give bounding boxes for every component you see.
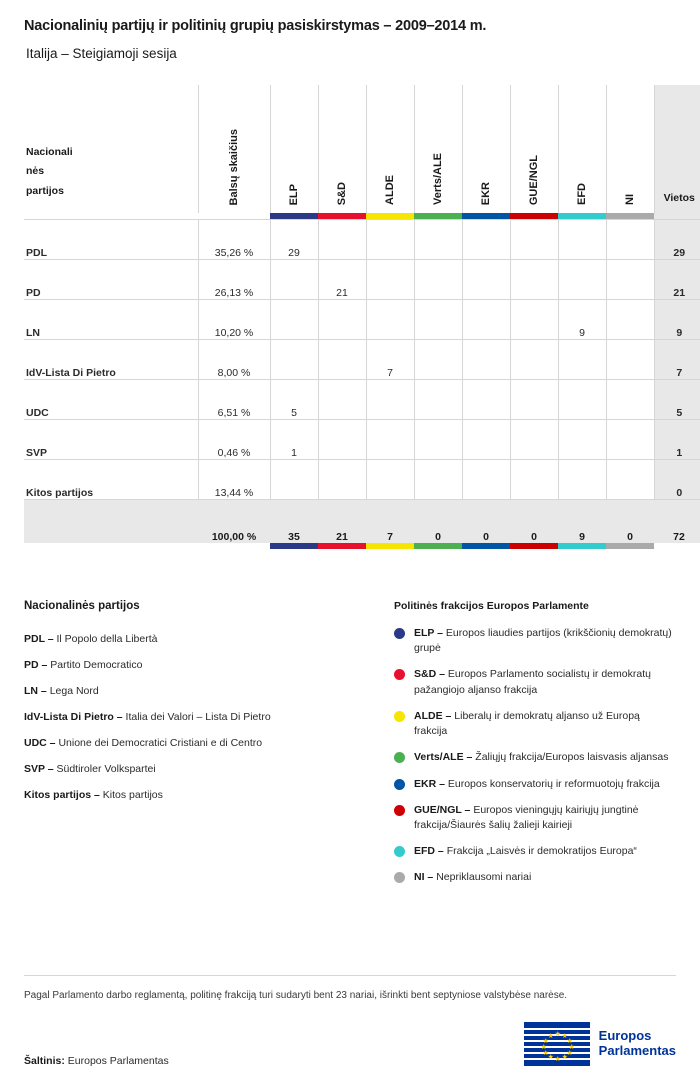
- colorbar-bottom-guengl: [510, 543, 558, 549]
- group-color-dot-icon: [394, 779, 405, 790]
- legend-name: Unione dei Democratici Cristiani e di Centro: [58, 737, 263, 750]
- col-header-group-guengl: GUE/NGL: [510, 85, 558, 213]
- total-vertsale: 0: [414, 499, 462, 543]
- total-alde: 7: [366, 499, 414, 543]
- list-item: [24, 704, 394, 730]
- legend-abbr: Kitos partijos –: [24, 789, 100, 802]
- row-cell-efd: [558, 339, 606, 379]
- total-label: [24, 499, 198, 543]
- list-item: [394, 750, 676, 765]
- row-cell-elp: [270, 299, 318, 339]
- row-cell-efd: [558, 459, 606, 499]
- legend-name: Europos Parlamento socialistų ir demokratų pažangiojo aljanso frakcija: [414, 668, 651, 696]
- legend-name: Liberalų ir demokratų aljanso už Europą frakcija: [414, 709, 640, 738]
- list-item: [394, 667, 676, 697]
- row-party-name: PD: [24, 259, 198, 299]
- row-seats: 29: [654, 219, 700, 259]
- colorbar-bottom-spacer: [24, 543, 198, 549]
- row-cell-alde: [366, 299, 414, 339]
- logo-line-2: Parlamentas: [598, 1043, 676, 1058]
- colorbar-bottom-elp: [270, 543, 318, 549]
- legend-name: Frakcija „Laisvės ir demokratijos Europa“: [446, 845, 637, 858]
- legend-national-parties: [24, 600, 394, 897]
- col-header-group-vertsale: Verts/ALE: [414, 85, 462, 213]
- legend-abbr: EFD –: [414, 845, 444, 858]
- legend-name: Partito Democratico: [50, 659, 143, 672]
- row-cell-elp: [270, 459, 318, 499]
- total-seats: 72: [654, 499, 700, 543]
- row-party-name: Kitos partijos: [24, 459, 198, 499]
- row-cell-guengl: [510, 259, 558, 299]
- table-row: [24, 339, 700, 379]
- group-color-dot-icon: [394, 669, 405, 680]
- group-color-dot-icon: [394, 805, 405, 816]
- total-efd: 9: [558, 499, 606, 543]
- group-color-dot-icon: [394, 872, 405, 883]
- row-seats: 7: [654, 339, 700, 379]
- legend-name: Europos vieningųjų kairiųjų jungtinė frakcija/Šiaurės šalių žalieji kairieji: [414, 803, 639, 831]
- group-color-dot-icon: [394, 628, 405, 639]
- row-cell-vertsale: [414, 339, 462, 379]
- row-cell-ekr: [462, 459, 510, 499]
- row-cell-efd: [558, 259, 606, 299]
- group-color-dot-icon: [394, 711, 405, 722]
- row-cell-vertsale: [414, 419, 462, 459]
- col-header-group-elp: ELP: [270, 85, 318, 213]
- row-votes: 10,20 %: [198, 299, 270, 339]
- row-votes: 0,46 %: [198, 419, 270, 459]
- row-cell-sd: 21: [318, 259, 366, 299]
- row-cell-guengl: [510, 339, 558, 379]
- row-cell-ekr: [462, 259, 510, 299]
- row-cell-efd: [558, 379, 606, 419]
- col-header-group-efd: EFD: [558, 85, 606, 213]
- list-item: [394, 844, 676, 859]
- row-votes: 6,51 %: [198, 379, 270, 419]
- row-votes: 26,13 %: [198, 259, 270, 299]
- table-header-row: [24, 85, 700, 213]
- row-votes: 13,44 %: [198, 459, 270, 499]
- table-row: [24, 299, 700, 339]
- col-header-line-3: partijos: [26, 184, 64, 197]
- source-line: [24, 1055, 169, 1067]
- row-cell-sd: [318, 419, 366, 459]
- legend-name: Italia dei Valori – Lista Di Pietro: [125, 711, 271, 724]
- legend-abbr: IdV-Lista Di Pietro –: [24, 711, 123, 724]
- row-party-name: UDC: [24, 379, 198, 419]
- list-item: [394, 803, 676, 833]
- legend-groups-title: Politinės frakcijos Europos Parlamente: [394, 600, 589, 612]
- row-cell-guengl: [510, 219, 558, 259]
- legend-name: Europos liaudies partijos (krikščionių demokratų) grupė: [414, 627, 672, 655]
- page-subtitle: Italija – Steigiamoji sesija: [26, 46, 177, 61]
- list-item: [24, 730, 394, 756]
- col-header-group-ni: NI: [606, 85, 654, 213]
- legend-abbr: LN –: [24, 685, 47, 698]
- row-cell-ekr: [462, 219, 510, 259]
- legend-name: Südtiroler Volkspartei: [56, 763, 156, 776]
- row-party-name: SVP: [24, 419, 198, 459]
- col-header-national-parties: [24, 85, 198, 213]
- row-cell-sd: [318, 459, 366, 499]
- total-ekr: 0: [462, 499, 510, 543]
- row-cell-ni: [606, 419, 654, 459]
- row-seats: 9: [654, 299, 700, 339]
- total-sd: 21: [318, 499, 366, 543]
- row-party-name: LN: [24, 299, 198, 339]
- legend-abbr: NI –: [414, 871, 434, 884]
- row-cell-vertsale: [414, 259, 462, 299]
- row-cell-sd: [318, 219, 366, 259]
- colorbar-bottom-sd: [318, 543, 366, 549]
- table-row: [24, 459, 700, 499]
- row-cell-elp: 5: [270, 379, 318, 419]
- seats-distribution-table: [24, 85, 700, 549]
- colorbar-bottom-vertsale: [414, 543, 462, 549]
- colorbar-bottom-alde: [366, 543, 414, 549]
- row-cell-efd: 9: [558, 299, 606, 339]
- row-cell-elp: 29: [270, 219, 318, 259]
- col-header-group-alde: ALDE: [366, 85, 414, 213]
- row-cell-alde: [366, 259, 414, 299]
- row-cell-alde: [366, 459, 414, 499]
- row-cell-alde: [366, 219, 414, 259]
- col-header-line-2: nės: [26, 165, 45, 178]
- row-cell-sd: [318, 339, 366, 379]
- group-color-dot-icon: [394, 752, 405, 763]
- row-cell-vertsale: [414, 219, 462, 259]
- legend-name: Kitos partijos: [102, 789, 163, 802]
- row-cell-ni: [606, 299, 654, 339]
- source-label: Šaltinis:: [24, 1055, 65, 1067]
- row-cell-ekr: [462, 419, 510, 459]
- table-row: [24, 419, 700, 459]
- row-cell-elp: 1: [270, 419, 318, 459]
- row-cell-alde: 7: [366, 339, 414, 379]
- page-title: Nacionalinių partijų ir politinių grupių pasiskirstymas – 2009–2014 m.: [24, 18, 487, 34]
- row-cell-vertsale: [414, 299, 462, 339]
- row-cell-ekr: [462, 379, 510, 419]
- table-row: [24, 219, 700, 259]
- row-cell-ni: [606, 219, 654, 259]
- list-item: [394, 626, 676, 656]
- colorbar-bottom-ekr: [462, 543, 510, 549]
- row-cell-guengl: [510, 459, 558, 499]
- row-seats: 5: [654, 379, 700, 419]
- total-elp: 35: [270, 499, 318, 543]
- row-votes: 35,26 %: [198, 219, 270, 259]
- table-total-row: [24, 499, 700, 543]
- colorbar-bottom-ni: [606, 543, 654, 549]
- european-parliament-logo: [524, 1022, 676, 1066]
- colorbar-bottom-spacer-votes: [198, 543, 270, 549]
- legend-abbr: EKR –: [414, 777, 445, 790]
- row-seats: 1: [654, 419, 700, 459]
- row-seats: 21: [654, 259, 700, 299]
- list-item: [24, 756, 394, 782]
- source-value: Europos Parlamentas: [67, 1055, 169, 1067]
- legend-political-groups: [394, 600, 676, 897]
- logo-line-1: Europos: [598, 1028, 652, 1044]
- row-cell-efd: [558, 419, 606, 459]
- colorbar-bottom-seats-spacer: [654, 543, 700, 549]
- col-header-group-ekr: EKR: [462, 85, 510, 213]
- eu-flag-icon: ★ ★ ★ ★ ★ ★ ★ ★ ★ ★ ★ ★: [524, 1022, 590, 1066]
- list-item: [24, 678, 394, 704]
- row-party-name: IdV-Lista Di Pietro: [24, 339, 198, 379]
- legend-abbr: SVP –: [24, 763, 54, 776]
- table-row: [24, 379, 700, 419]
- legend-national-title: Nacionalinės partijos: [24, 600, 140, 612]
- row-cell-guengl: [510, 379, 558, 419]
- row-seats: 0: [654, 459, 700, 499]
- list-item: [24, 652, 394, 678]
- legend-name: Lega Nord: [49, 685, 99, 698]
- footnote: Pagal Parlamento darbo reglamentą, politinę frakciją turi sudaryti bent 23 nariai, išrinkti bent septyniose valstybėse narėse.: [24, 975, 676, 1004]
- col-header-seats: Vietos: [654, 85, 700, 213]
- row-cell-vertsale: [414, 459, 462, 499]
- row-cell-vertsale: [414, 379, 462, 419]
- legend-abbr: S&D –: [414, 668, 445, 681]
- list-item: [394, 870, 676, 885]
- logo-text: [599, 1029, 676, 1059]
- legend-abbr: GUE/NGL –: [414, 803, 471, 816]
- row-cell-guengl: [510, 299, 558, 339]
- total-votes: 100,00 %: [198, 499, 270, 543]
- legend-name: Nepriklausomi nariai: [436, 871, 532, 884]
- row-cell-guengl: [510, 419, 558, 459]
- legend-abbr: Verts/ALE –: [414, 751, 473, 764]
- list-item: [394, 709, 676, 739]
- legend-abbr: PDL –: [24, 633, 54, 645]
- col-header-group-sd: S&D: [318, 85, 366, 213]
- legend-abbr: ALDE –: [414, 709, 452, 722]
- row-cell-sd: [318, 379, 366, 419]
- legend: [24, 600, 676, 897]
- list-item: [394, 777, 676, 792]
- group-color-dot-icon: [394, 846, 405, 857]
- colorbar-bottom-efd: [558, 543, 606, 549]
- row-votes: 8,00 %: [198, 339, 270, 379]
- total-ni: 0: [606, 499, 654, 543]
- row-cell-ekr: [462, 299, 510, 339]
- row-cell-ni: [606, 339, 654, 379]
- row-cell-sd: [318, 299, 366, 339]
- row-cell-alde: [366, 419, 414, 459]
- legend-name: Europos konservatorių ir reformuotojų frakcija: [447, 777, 660, 790]
- legend-abbr: UDC –: [24, 737, 56, 750]
- total-guengl: 0: [510, 499, 558, 543]
- row-party-name: PDL: [24, 219, 198, 259]
- list-item: [24, 626, 394, 652]
- legend-abbr: ELP –: [414, 627, 443, 639]
- row-cell-ekr: [462, 339, 510, 379]
- legend-name: Žaliųjų frakcija/Europos laisvasis aljansas: [475, 751, 669, 764]
- col-header-line-1: Nacionali: [26, 146, 73, 158]
- legend-abbr: PD –: [24, 659, 48, 672]
- row-cell-ni: [606, 259, 654, 299]
- row-cell-alde: [366, 379, 414, 419]
- col-header-votes: Balsų skaičius: [198, 85, 270, 213]
- row-cell-ni: [606, 459, 654, 499]
- list-item: [24, 782, 394, 808]
- row-cell-ni: [606, 379, 654, 419]
- row-cell-elp: [270, 339, 318, 379]
- row-cell-efd: [558, 219, 606, 259]
- table-row: [24, 259, 700, 299]
- row-cell-elp: [270, 259, 318, 299]
- legend-name: Il Popolo della Libertà: [56, 633, 158, 645]
- group-color-bar-bottom: [24, 543, 700, 549]
